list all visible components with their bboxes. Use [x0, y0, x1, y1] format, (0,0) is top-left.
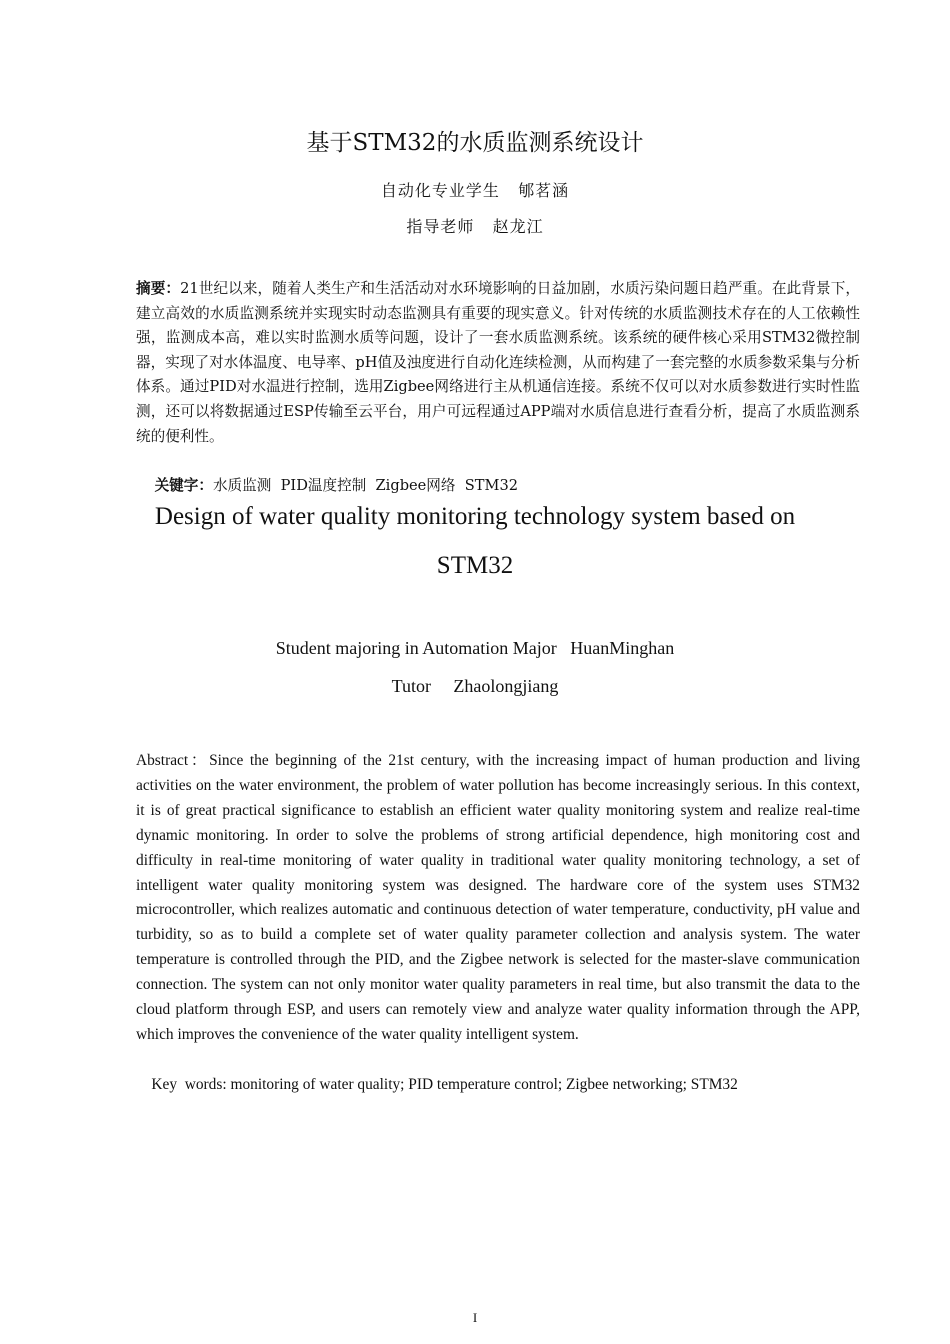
chinese-keywords-text: 水质监测 PID温度控制 Zigbee网络 STM32 — [212, 476, 519, 494]
english-title — [0, 492, 950, 590]
english-author-line: Student majoring in Automation Major HuanMinghan — [275, 638, 675, 658]
english-keywords — [136, 1048, 860, 1123]
english-abstract-label: Abstract： — [136, 752, 210, 769]
english-abstract-text: Since the beginning of the 21st century, with the increasing impact of human production and living activities on the water environment, the problem of water pollution has become increasingly serious. In this context, it is of great practical significance to establish an efficient water quality monitoring system and realize real-time dynamic monitoring. In order to solve the problems of strong artificial dependence, high monitoring cost and difficulty in real-time monitoring of water quality in traditional water quality monitoring technology, a set of intelligent water quality monitoring system was designed. The hardware core of the system uses STM32 microcontroller, which realizes automatic and continuous detection of water temperature, conductivity, pH value and turbidity, so as to build a complete set of water quality parameter collection and analysis system. The water temperature is controlled through the PID, and the Zigbee network is selected for the master-slave communication connection. The system can not only monitor water quality parameters in real time, but also transmit the data to the cloud platform through ESP, and users can remotely view and analyze water quality information through the APP, which improves the convenience of the water quality intelligent system. — [136, 752, 861, 1043]
chinese-title: 基于STM32的水质监测系统设计 — [306, 130, 644, 156]
chinese-abstract-text: 21世纪以来，随着人类生产和生活活动对水环境影响的日益加剧，水质污染问题日趋严重。在此背景下，建立高效的水质监测系统并实现实时动态监测具有重要的现实意义。针对传统的水质监测技术存在的人工依赖性强，监测成本高，难以实时监测水质等问题，设计了一套水质监测系统。该系统的硬件核心采用STM32微控制器，实现了对水体温度、电导率、pH值及浊度进行自动化连续检测，从而构建了一套完整的水质参数采集与分析体系。通过PID对水温进行控制，选用Zigbee网络进行主从机通信连接。系统不仅可以对水质参数进行实时性监测，还可以将数据通过ESP传输至云平台，用户可远程通过APP端对水质信息进行查看分析，提高了水质监测系统的便利性。 — [136, 280, 860, 445]
chinese-keywords-label: 关键字： — [154, 476, 213, 494]
english-tutor-line: Tutor Zhaolongjiang — [391, 676, 559, 696]
english-title-text: Design of water quality monitoring technology system based on STM32 — [154, 503, 796, 579]
chinese-abstract-label: 摘要： — [136, 280, 181, 297]
english-keywords-text: monitoring of water quality; PID temperature control; Zigbee networking; STM32 — [226, 1075, 738, 1093]
chinese-abstract — [136, 277, 860, 523]
chinese-author-line: 自动化专业学生 郇茗涵 — [380, 181, 570, 200]
page-number: I — [472, 1310, 478, 1325]
english-keywords-label: Key words: — [151, 1075, 227, 1093]
chinese-tutor-line: 指导老师 赵龙江 — [406, 217, 544, 236]
english-abstract — [136, 749, 860, 1123]
